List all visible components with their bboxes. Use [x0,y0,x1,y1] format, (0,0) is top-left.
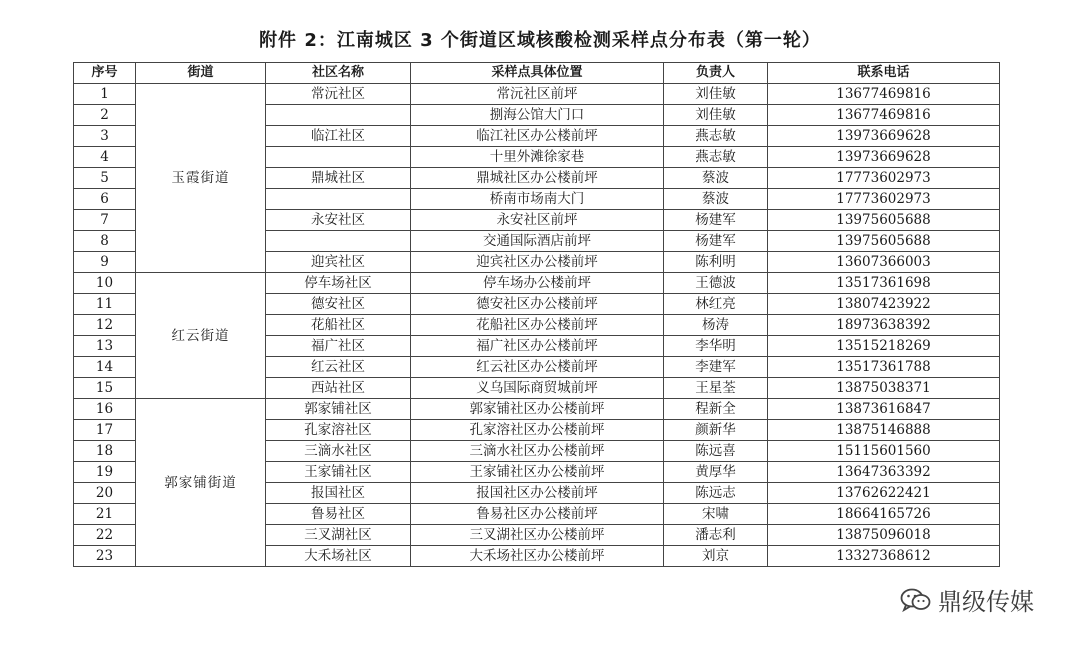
cell-no: 18 [74,441,136,462]
cell-community: 孔家溶社区 [266,420,411,441]
cell-location: 临江社区办公楼前坪 [411,126,664,147]
cell-location: 王家铺社区办公楼前坪 [411,462,664,483]
cell-no: 10 [74,273,136,294]
cell-no: 21 [74,504,136,525]
cell-person: 燕志敏 [664,147,768,168]
cell-person: 陈利明 [664,252,768,273]
cell-person: 李华明 [664,336,768,357]
cell-person: 程新全 [664,399,768,420]
cell-phone: 17773602973 [768,168,1000,189]
sampling-sites-table [73,62,1000,567]
cell-phone: 18664165726 [768,504,1000,525]
cell-community: 王家铺社区 [266,462,411,483]
cell-no: 3 [74,126,136,147]
cell-location: 常沅社区前坪 [411,84,664,105]
cell-location: 迎宾社区办公楼前坪 [411,252,664,273]
cell-no: 12 [74,315,136,336]
cell-no: 2 [74,105,136,126]
cell-no: 23 [74,546,136,567]
header-location: 采样点具体位置 [411,63,664,84]
cell-person: 蔡波 [664,189,768,210]
cell-community: 西站社区 [266,378,411,399]
cell-no: 15 [74,378,136,399]
cell-no: 5 [74,168,136,189]
cell-community: 花船社区 [266,315,411,336]
table-row [74,84,1000,105]
cell-person: 杨建军 [664,231,768,252]
cell-no: 9 [74,252,136,273]
cell-phone: 13975605688 [768,231,1000,252]
cell-phone: 13677469816 [768,84,1000,105]
cell-person: 李建军 [664,357,768,378]
watermark-text: 鼎级传媒 [938,588,1034,616]
cell-community: 永安社区 [266,210,411,231]
cell-street: 红云街道 [136,273,266,399]
table-body [74,84,1000,567]
cell-no: 17 [74,420,136,441]
cell-person: 刘佳敏 [664,105,768,126]
cell-person: 燕志敏 [664,126,768,147]
cell-phone: 13517361698 [768,273,1000,294]
cell-community: 大禾场社区 [266,546,411,567]
cell-no: 7 [74,210,136,231]
header-phone: 联系电话 [768,63,1000,84]
cell-phone: 13973669628 [768,126,1000,147]
cell-no: 8 [74,231,136,252]
cell-community: 迎宾社区 [266,252,411,273]
cell-location: 鲁易社区办公楼前坪 [411,504,664,525]
cell-location: 三叉湖社区办公楼前坪 [411,525,664,546]
cell-phone: 13975605688 [768,210,1000,231]
cell-no: 11 [74,294,136,315]
cell-phone: 15115601560 [768,441,1000,462]
cell-person: 刘京 [664,546,768,567]
cell-phone: 13647363392 [768,462,1000,483]
cell-community [266,231,411,252]
header-street: 街道 [136,63,266,84]
cell-location: 花船社区办公楼前坪 [411,315,664,336]
cell-no: 4 [74,147,136,168]
cell-community: 常沅社区 [266,84,411,105]
cell-community: 德安社区 [266,294,411,315]
cell-location: 报国社区办公楼前坪 [411,483,664,504]
watermark [900,582,1034,617]
document-title: 附件 2：江南城区 3 个街道区域核酸检测采样点分布表（第一轮） [259,30,821,51]
cell-no: 14 [74,357,136,378]
header-person: 负责人 [664,63,768,84]
cell-location: 德安社区办公楼前坪 [411,294,664,315]
table-row [74,273,1000,294]
cell-person: 陈远喜 [664,441,768,462]
cell-person: 潘志利 [664,525,768,546]
cell-person: 刘佳敏 [664,84,768,105]
cell-no: 13 [74,336,136,357]
cell-community: 三滴水社区 [266,441,411,462]
cell-person: 宋啸 [664,504,768,525]
cell-phone: 13607366003 [768,252,1000,273]
cell-person: 王星荃 [664,378,768,399]
cell-person: 蔡波 [664,168,768,189]
cell-community [266,189,411,210]
cell-location: 红云社区办公楼前坪 [411,357,664,378]
cell-phone: 13973669628 [768,147,1000,168]
cell-community: 鲁易社区 [266,504,411,525]
cell-phone: 13515218269 [768,336,1000,357]
cell-person: 杨建军 [664,210,768,231]
cell-location: 鼎城社区办公楼前坪 [411,168,664,189]
cell-location: 停车场办公楼前坪 [411,273,664,294]
cell-phone: 13517361788 [768,357,1000,378]
cell-community: 红云社区 [266,357,411,378]
header-community: 社区名称 [266,63,411,84]
cell-phone: 13327368612 [768,546,1000,567]
cell-phone: 18973638392 [768,315,1000,336]
cell-person: 杨涛 [664,315,768,336]
cell-phone: 13762622421 [768,483,1000,504]
cell-community: 福广社区 [266,336,411,357]
cell-location: 义乌国际商贸城前坪 [411,378,664,399]
wechat-icon [900,587,932,613]
cell-person: 黄厚华 [664,462,768,483]
cell-location: 大禾场社区办公楼前坪 [411,546,664,567]
cell-street: 郭家铺街道 [136,399,266,567]
cell-location: 孔家溶社区办公楼前坪 [411,420,664,441]
cell-community: 郭家铺社区 [266,399,411,420]
cell-phone: 13875146888 [768,420,1000,441]
cell-location: 福广社区办公楼前坪 [411,336,664,357]
cell-no: 20 [74,483,136,504]
cell-no: 6 [74,189,136,210]
cell-phone: 13875038371 [768,378,1000,399]
cell-person: 王德波 [664,273,768,294]
cell-location: 交通国际酒店前坪 [411,231,664,252]
cell-street: 玉霞街道 [136,84,266,273]
cell-person: 颜新华 [664,420,768,441]
cell-community: 停车场社区 [266,273,411,294]
cell-community: 报国社区 [266,483,411,504]
cell-person: 陈远志 [664,483,768,504]
cell-community [266,105,411,126]
table-row [74,399,1000,420]
cell-location: 三滴水社区办公楼前坪 [411,441,664,462]
cell-phone: 17773602973 [768,189,1000,210]
cell-no: 19 [74,462,136,483]
cell-phone: 13677469816 [768,105,1000,126]
cell-location: 桥南市场南大门 [411,189,664,210]
cell-location: 十里外滩徐家巷 [411,147,664,168]
cell-community: 鼎城社区 [266,168,411,189]
cell-phone: 13873616847 [768,399,1000,420]
cell-no: 16 [74,399,136,420]
cell-community: 三叉湖社区 [266,525,411,546]
cell-community: 临江社区 [266,126,411,147]
cell-location: 永安社区前坪 [411,210,664,231]
table-header-row [74,63,1000,84]
cell-community [266,147,411,168]
cell-person: 林红亮 [664,294,768,315]
header-no: 序号 [74,63,136,84]
cell-location: 捌海公馆大门口 [411,105,664,126]
cell-phone: 13875096018 [768,525,1000,546]
cell-no: 22 [74,525,136,546]
cell-location: 郭家铺社区办公楼前坪 [411,399,664,420]
cell-phone: 13807423922 [768,294,1000,315]
cell-no: 1 [74,84,136,105]
